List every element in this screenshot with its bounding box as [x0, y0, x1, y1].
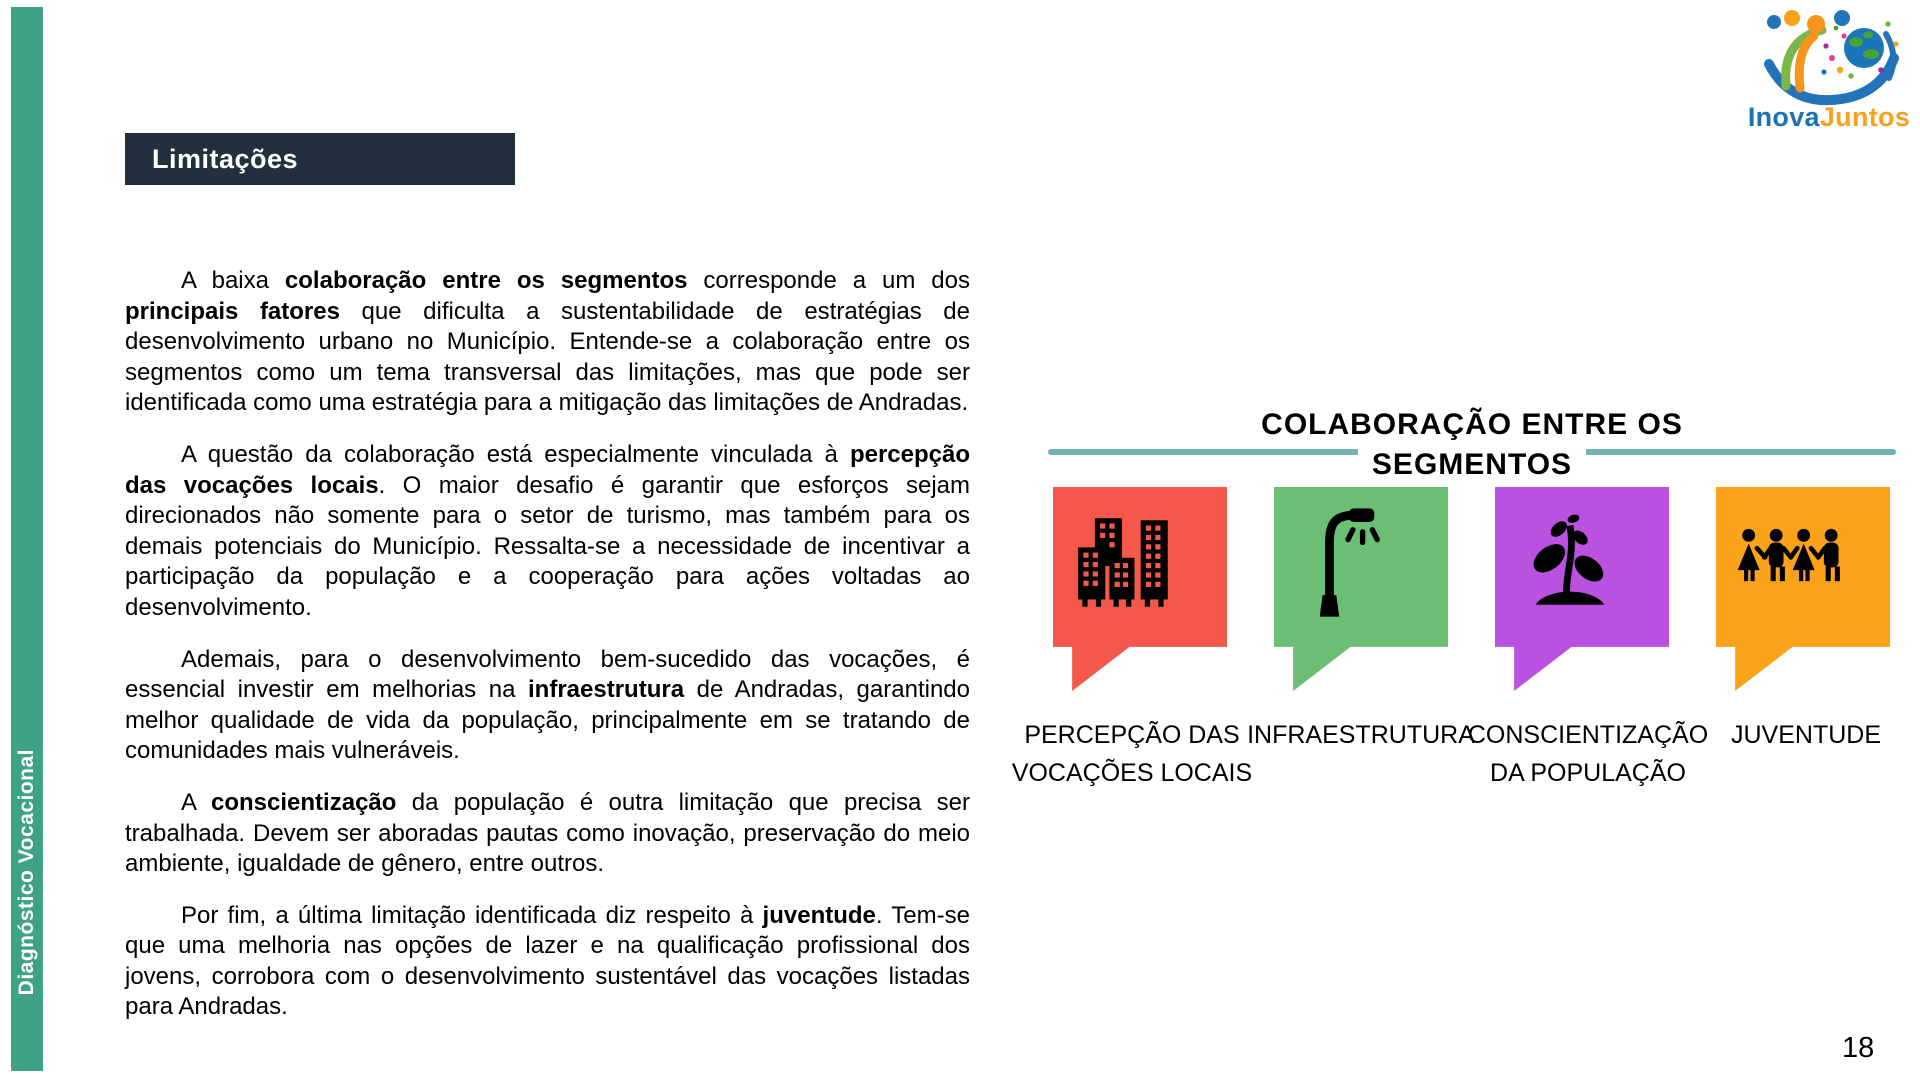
- logo-text: InovaJuntos: [1747, 102, 1911, 132]
- label-juventude: JUVENTUDE: [1730, 721, 1881, 749]
- people-icon: [1733, 528, 1845, 594]
- paragraph-percepcao: A questão da colaboração está especialmente vinculada à percepção das vocações locais. O maior desafio é garantir que esforços sejam direcionados não somente para o setor de turismo, mas também para os demais potenciais do Município. Ressalta-se a necessidade de incentivar a participação da população e a cooperação para ações voltadas ao desenvolvimento.: [125, 440, 970, 621]
- diagram-title-line1: COLABORAÇÃO ENTRE OS: [1261, 408, 1683, 441]
- sidebar-label: Diagnóstico Vocacional: [15, 748, 38, 995]
- buildings-icon: [1074, 518, 1174, 608]
- bubble-conscientizacao: [1495, 487, 1669, 691]
- diagram-title: [1048, 405, 1896, 485]
- paragraph-conscientizacao: A conscientização da população é outra limitação que precisa ser trabalhada. Devem ser aboradas pautas como inovação, preservação do meio ambiente, igualdade de gênero, entre outros.: [125, 788, 970, 878]
- page-title: Limitações: [152, 143, 299, 174]
- logo-graphic: [1754, 6, 1904, 106]
- label-infraestrutura: INFRAESTRUTURA: [1247, 721, 1475, 749]
- paragraph-colaboracao: A baixa colaboração entre os segmentos corresponde a um dos principais fatores que dificulta a sustentabilidade de estratégias de desenvolvimento urbano no Município. Entende-se a colaboração entre os segmentos como um tema transversal das limitações, mas que pode ser identificada como uma estratégia para a mitigação das limitações de Andradas.: [125, 267, 970, 417]
- label-percepcao: PERCEPÇÃO DAS VOCAÇÕES LOCAIS: [1011, 721, 1253, 787]
- paragraph-juventude: Por fim, a última limitação identificada diz respeito à juventude. Tem-se que uma melhoria nas opções de lazer e na qualificação profissional dos jovens, corrobora com o desenvolvimento sustentável das vocações listadas para Andradas.: [125, 901, 970, 1021]
- paragraph-infraestrutura: Ademais, para o desenvolvimento bem-sucedido das vocações, é essencial investir em melhorias na infraestrutura de Andradas, garantindo melhor qualidade de vida da população, principalmente em se tratando de comunidades mais vulneráveis.: [125, 645, 970, 765]
- plant-icon: [1527, 510, 1613, 610]
- bubble-percepcao: [1053, 487, 1227, 691]
- body-text: [125, 266, 970, 1044]
- section-title-box: [125, 133, 515, 185]
- sidebar-band: [11, 7, 43, 1071]
- street-lamp-icon: [1308, 501, 1386, 621]
- page-number: 18: [1842, 1032, 1875, 1064]
- inovajuntos-logo: [1745, 6, 1913, 133]
- diagram-title-line2: SEGMENTOS: [1358, 445, 1586, 485]
- bubble-infraestrutura: [1274, 487, 1448, 691]
- bubble-juventude: [1716, 487, 1890, 691]
- label-conscientizacao: CONSCIENTIZAÇÃO DA POPULAÇÃO: [1467, 721, 1709, 787]
